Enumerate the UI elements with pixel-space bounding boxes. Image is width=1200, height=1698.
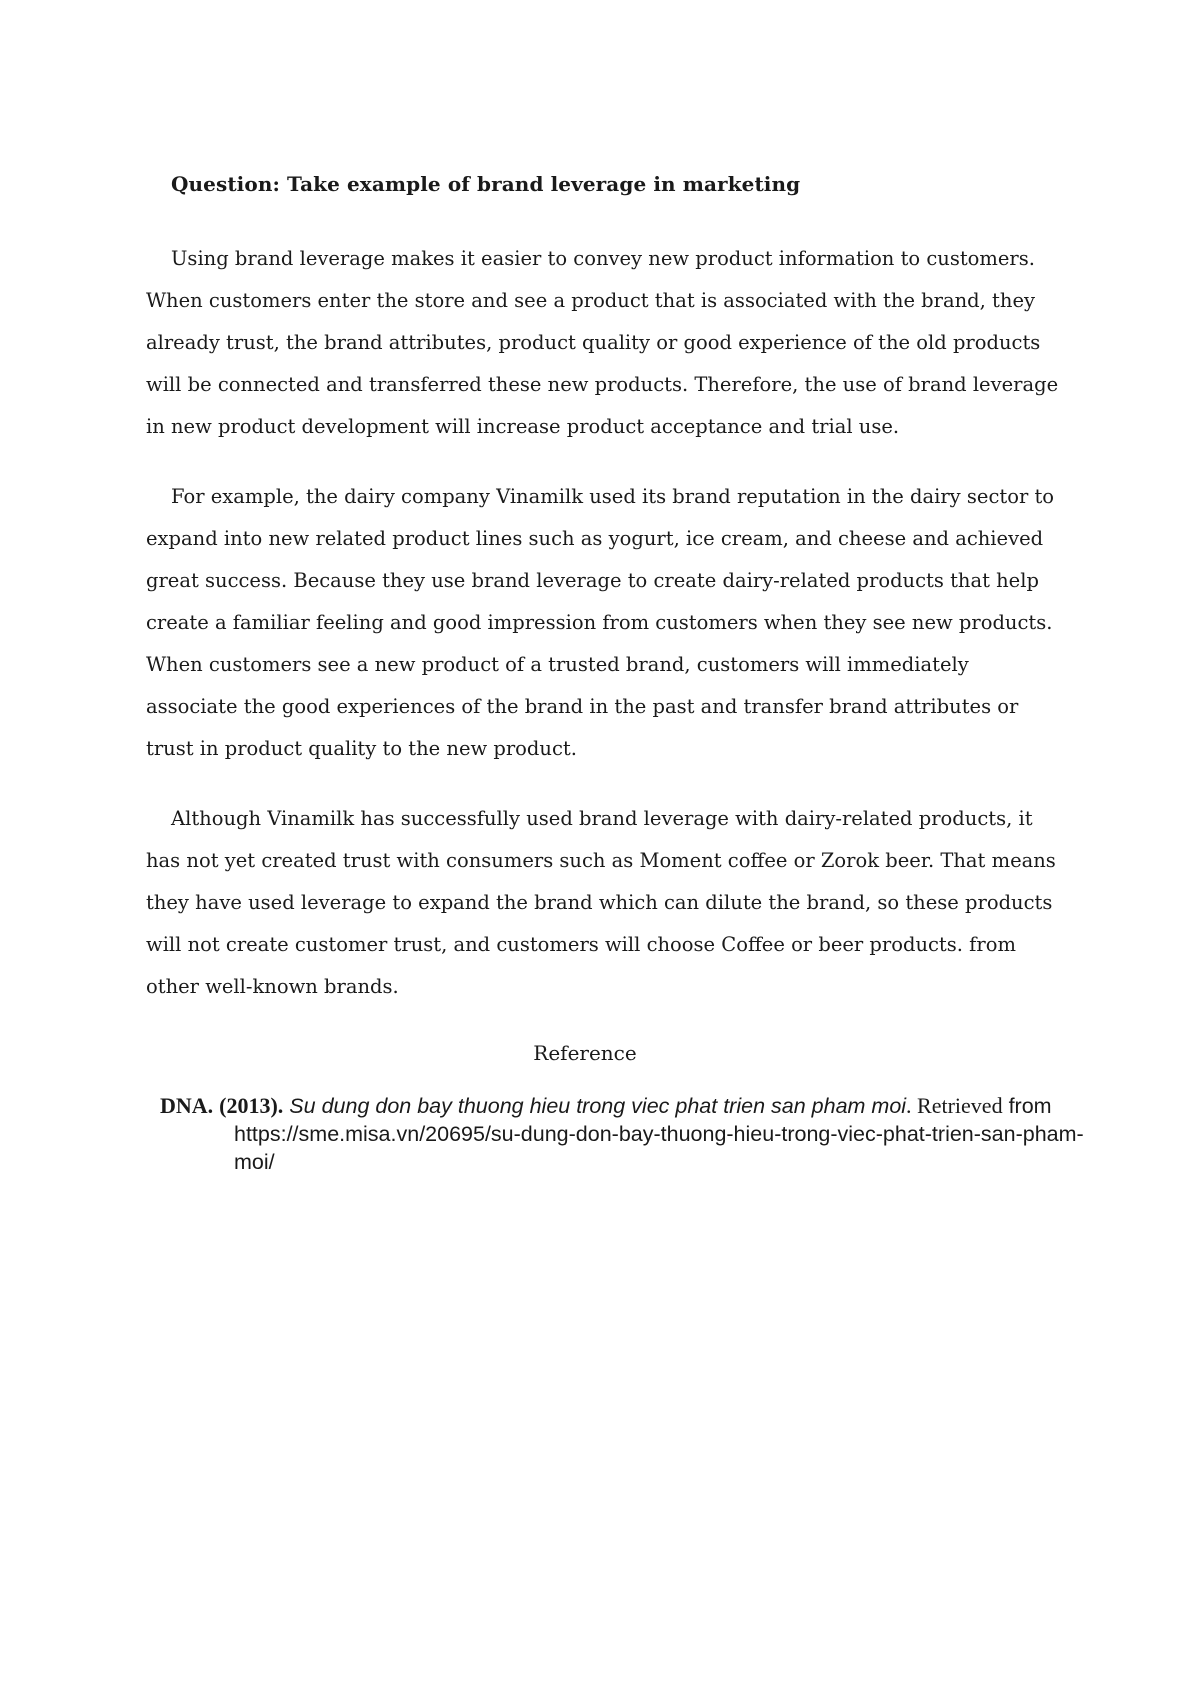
reference-year: (2013). [219, 1093, 284, 1118]
reference-entry: DNA. (2013). Su dung don bay thuong hieu trong viec phat trien san pham moi. Retrieved from https://sme.misa.vn/20695/su-dung-don-bay-thuong-hieu-trong-viec-phat-trien-san-pham-moi/ [160, 1093, 1084, 1174]
reference-url: from https://sme.misa.vn/20695/su-dung-don-bay-thuong-hieu-trong-viec-phat-trien-san-pham-moi/ [234, 1094, 1084, 1174]
reference-author: DNA. [160, 1093, 214, 1118]
body-paragraph-1: Using brand leverage makes it easier to convey new product information to customers. When customers enter the store and see a product that is associated with the brand, they already trust, the brand attributes, product quality or good experience of the old products will be connected and transferred these new products. Therefore, the use of brand leverage in new product development will increase product acceptance and trial use. [146, 247, 1059, 438]
body-paragraph-2: For example, the dairy company Vinamilk used its brand reputation in the dairy sector to expand into new related product lines such as yogurt, ice cream, and cheese and achieved great success. Because they use brand leverage to create dairy-related products that help create a familiar feeling and good impression from customers when they see new products. When customers see a new product of a trusted brand, customers will immediately associate the good experiences of the brand in the past and transfer brand attributes or trust in product quality to the new product. [146, 485, 1055, 760]
body-paragraph-3: Although Vinamilk has successfully used brand leverage with dairy-related products, it has not yet created trust with consumers such as Moment coffee or Zorok beer. That means they have used leverage to expand the brand which can dilute the brand, so these products will not create customer trust, and customers will choose Coffee or beer products. from other well-known brands. [146, 807, 1056, 998]
question-heading: Question: Take example of brand leverage in marketing [171, 172, 801, 196]
reference-heading: Reference [533, 1041, 637, 1065]
reference-retrieved-label: Retrieved [917, 1093, 1003, 1118]
reference-title: Su dung don bay thuong hieu trong viec phat trien san pham moi [289, 1094, 907, 1118]
